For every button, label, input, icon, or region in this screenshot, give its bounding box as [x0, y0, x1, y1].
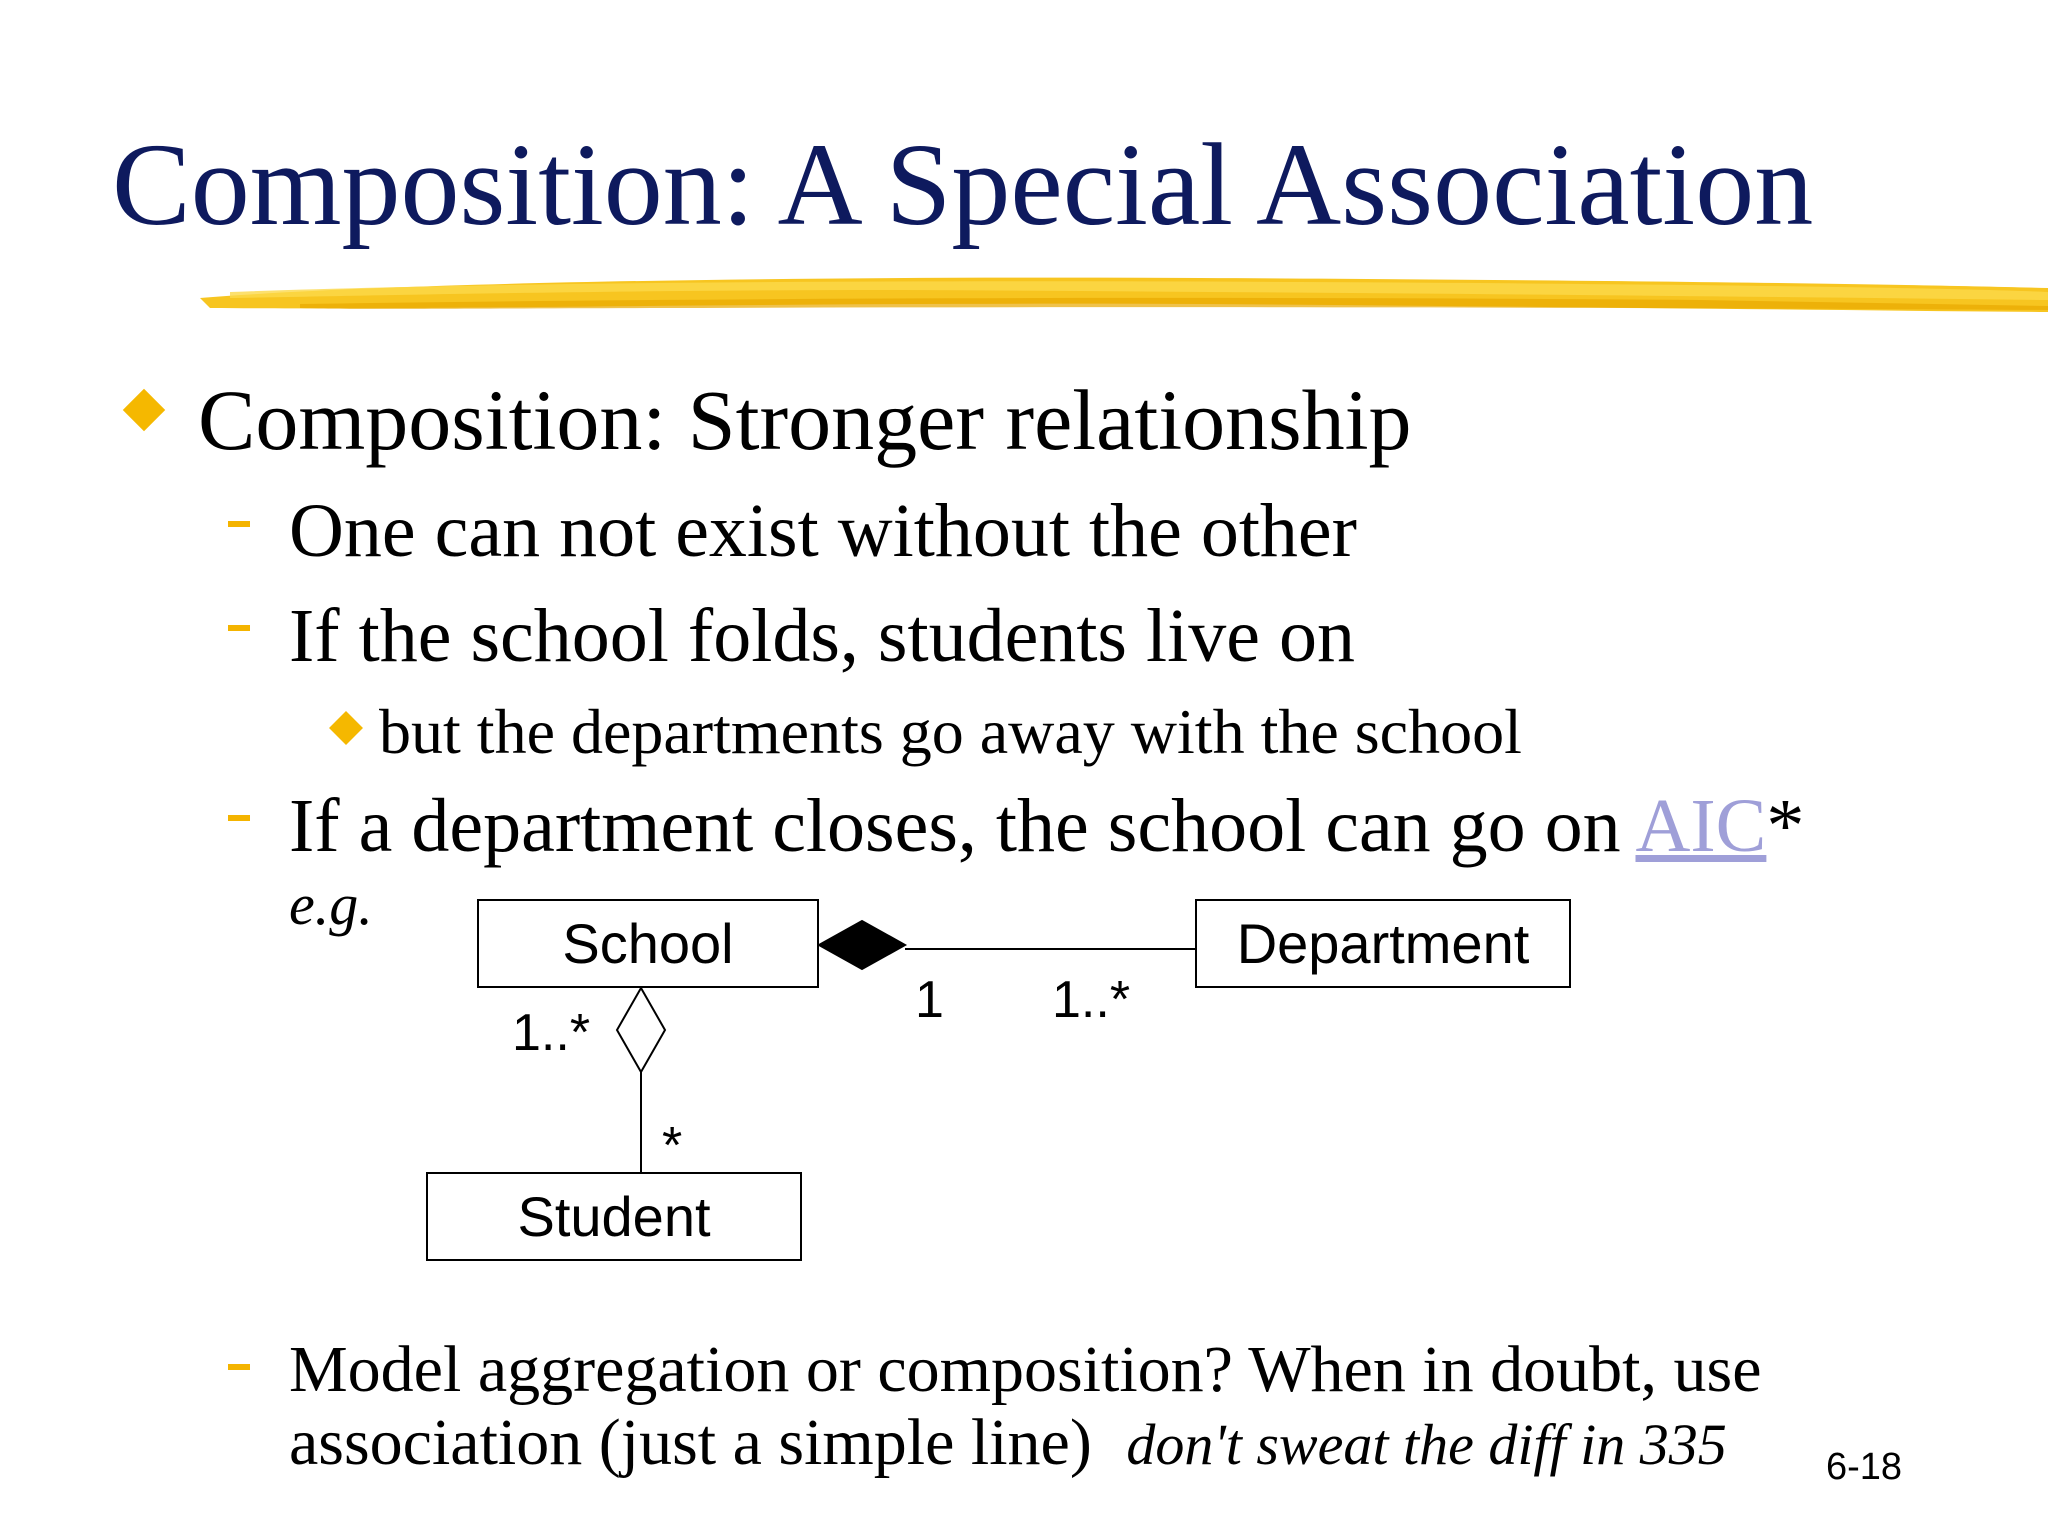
sub-bullet-1-text: One can not exist without the other: [289, 489, 1357, 573]
page-number: 6-18: [1826, 1446, 1903, 1488]
sub-bullet-3-text: If a department closes, the school can go on: [289, 784, 1636, 868]
nested-bullet-text: but the departments go away with the school: [379, 696, 1522, 767]
sub-bullet-3-suffix: *: [1766, 784, 1805, 868]
sub-bullet-4-text: association (just a simple line): [289, 1406, 1092, 1479]
dash-bullet-icon: [228, 1364, 250, 1370]
multiplicity-school-student-student: *: [662, 1117, 683, 1175]
aggregation-diamond-icon: [617, 988, 665, 1072]
school-label: School: [562, 912, 734, 975]
multiplicity-school-dept-school: 1: [915, 971, 944, 1029]
sub-bullet-2-text: If the school folds, students live on: [289, 594, 1355, 678]
uml-class-department: [1195, 899, 1571, 988]
slide-title: Composition: A Special Association: [112, 119, 1814, 250]
department-label: Department: [1236, 912, 1530, 975]
sub-bullet-4-italic: don't sweat the diff in 335: [1126, 1412, 1727, 1477]
main-bullet-text: Composition: Stronger relationship: [198, 372, 1412, 468]
composition-diamond-icon: [819, 921, 905, 969]
sub-bullet-4-line2: [289, 1403, 1727, 1485]
student-label: Student: [517, 1185, 711, 1248]
uml-class-student: [426, 1172, 802, 1261]
uml-class-school: [477, 899, 819, 988]
eg-label: e.g.: [289, 872, 373, 937]
aic-link[interactable]: AIC: [1635, 784, 1767, 868]
sub-bullet-4-line1: Model aggregation or composition? When in doubt, use: [289, 1333, 1762, 1406]
multiplicity-school-student-school: 1..*: [512, 1004, 591, 1062]
multiplicity-school-dept-dept: 1..*: [1052, 971, 1131, 1029]
